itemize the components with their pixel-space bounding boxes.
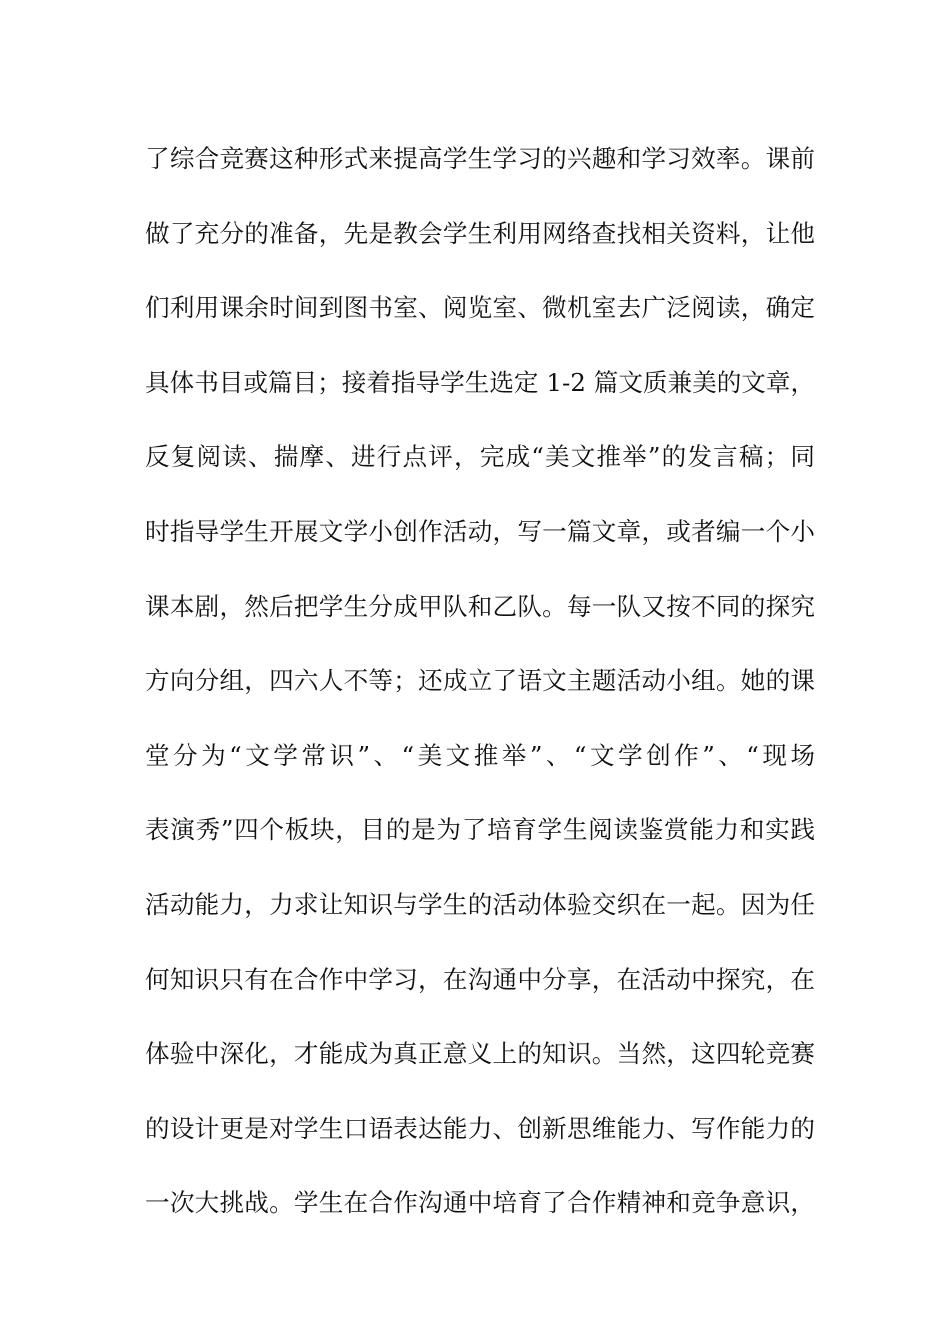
text-line: 体验中深化，才能成为真正意义上的知识。当然，这四轮竞赛: [145, 1039, 815, 1069]
text-line: 表演秀”四个板块，目的是为了培育学生阅读鉴赏能力和实践: [145, 815, 815, 845]
text-line: 活动能力，力求让知识与学生的活动体验交织在一起。因为任: [145, 889, 815, 919]
text-line: 的设计更是对学生口语表达能力、创新思维能力、写作能力的: [145, 1113, 815, 1143]
text-line: 反复阅读、揣摩、进行点评，完成“美文推举”的发言稿；同: [145, 442, 815, 472]
text-line: 堂分为“文学常识”、“美文推举”、“文学创作”、“现场: [145, 740, 815, 770]
text-line: 做了充分的准备，先是教会学生利用网络查找相关资料，让他: [145, 218, 815, 248]
text-line: 一次大挑战。学生在合作沟通中培育了合作精神和竞争意识，: [145, 1188, 815, 1218]
text-line: 课本剧，然后把学生分成甲队和乙队。每一队又按不同的探究: [145, 591, 815, 621]
text-line: 具体书目或篇目；接着指导学生选定 1-2 篇文质兼美的文章，: [145, 367, 816, 397]
body-paragraph: [145, 128, 815, 1247]
text-line: 了综合竞赛这种形式来提高学生学习的兴趣和学习效率。课前: [145, 144, 815, 173]
text-line: 何知识只有在合作中学习，在沟通中分享，在活动中探究，在: [145, 964, 815, 994]
text-line: 们利用课余时间到图书室、阅览室、微机室去广泛阅读，确定: [145, 293, 815, 323]
text-line: 时指导学生开展文学小创作活动，写一篇文章，或者编一个小: [145, 516, 815, 546]
text-line: 方向分组，四六人不等；还成立了语文主题活动小组。她的课: [145, 666, 815, 696]
